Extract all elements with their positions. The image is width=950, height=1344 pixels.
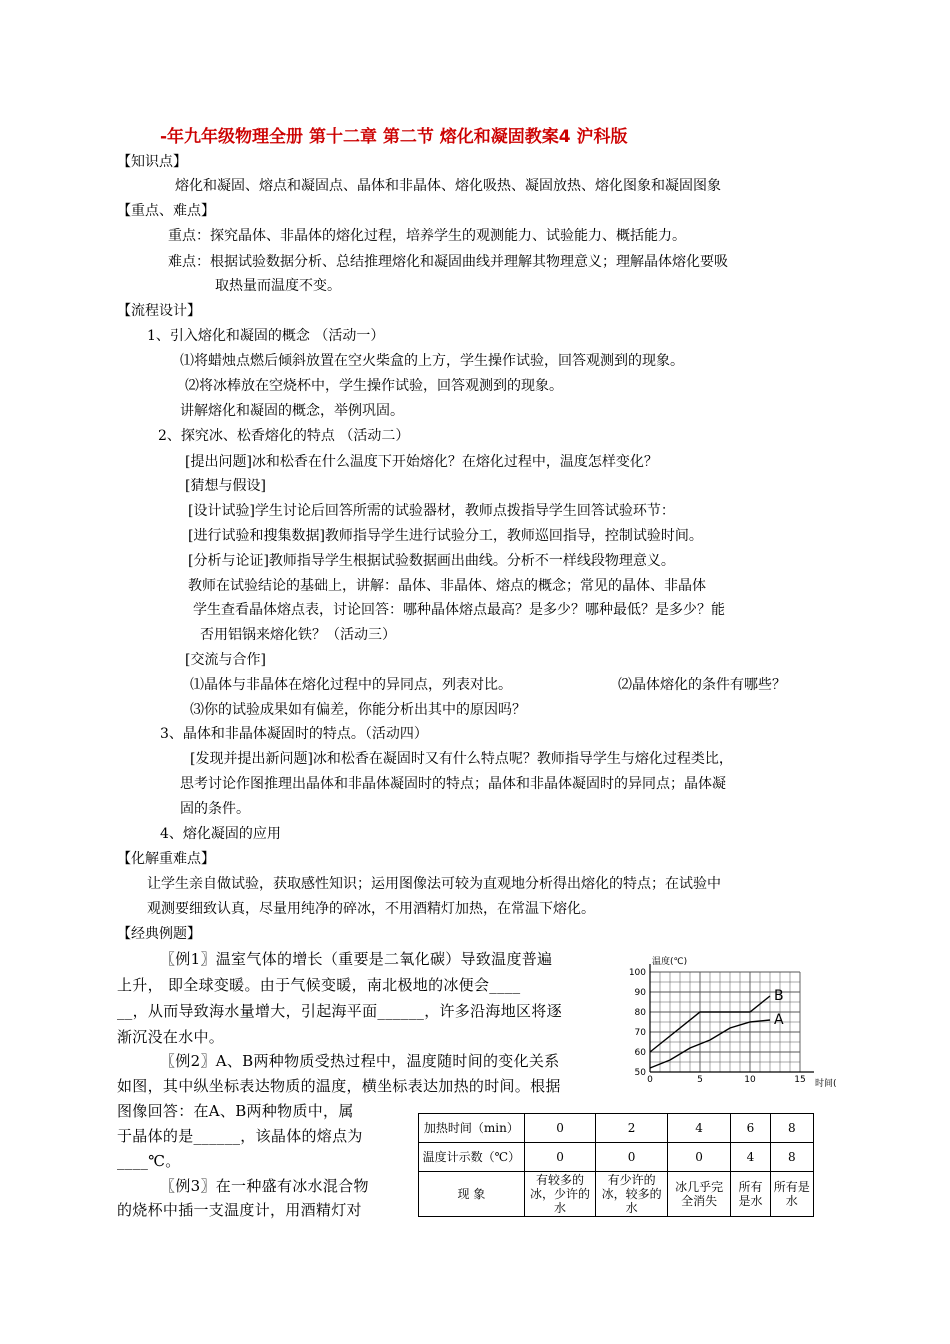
- chart-x-ticks: [647, 1075, 806, 1085]
- series-label-a: A: [774, 1012, 784, 1028]
- example-1-line-1: 〖例1〗温室气体的增长（重要是二氧化碳）导致温度普遍: [160, 950, 553, 968]
- example-1-line-4: 渐沉没在水中。: [117, 1028, 225, 1046]
- chart-y-label: 温度(℃): [652, 957, 688, 967]
- knowledge-heading: 【知识点】: [117, 154, 187, 170]
- examples-heading: 【经典例题】: [117, 926, 201, 942]
- table-cell: 有少许的冰，较多的水: [596, 1172, 668, 1217]
- flow-step-2k: ⑶你的试验成果如有偏差，你能分析出其中的原因吗？: [190, 702, 526, 718]
- table-cell: 有较多的冰，少许的水: [524, 1172, 596, 1217]
- flow-step-2e: [分析与论证]教师指导学生根据试验数据画出曲线。分析不一样线段物理意义。: [188, 553, 675, 569]
- chart-x-label: 时间(: [815, 1079, 837, 1089]
- solve-line-1: 让学生亲自做试验，获取感性知识；运用图像法可较为直观地分析得出熔化的特点；在试验中: [147, 876, 721, 892]
- flow-step-2a: [提出问题]冰和松香在什么温度下开始熔化？在熔化过程中，温度怎样变化？: [185, 454, 658, 470]
- y-tick-label: 90: [634, 988, 646, 998]
- flow-step-1a: ⑴将蜡烛点燃后倾斜放置在空火柴盒的上方，学生操作试验，回答观测到的现象。: [180, 353, 684, 369]
- flow-heading: 【流程设计】: [117, 303, 201, 319]
- keypoints-heading: 【重点、难点】: [117, 203, 215, 219]
- table-cell: 8: [770, 1114, 813, 1143]
- example-3-line-1: 〖例3〗在一种盛有冰水混合物: [160, 1177, 369, 1195]
- table-row: [419, 1114, 814, 1143]
- table-cell: 0: [596, 1143, 668, 1172]
- table-row: [419, 1172, 814, 1217]
- table-row-header: 温度计示数（℃）: [419, 1143, 525, 1172]
- example-3-line-2: 的烧杯中插一支温度计，用酒精灯对: [117, 1201, 362, 1219]
- x-tick-label: 5: [697, 1075, 703, 1085]
- y-tick-label: 70: [634, 1028, 646, 1038]
- flow-step-3a: [发现并提出新问题]冰和松香在凝固时又有什么特点呢？教师指导学生与熔化过程类比，: [190, 751, 733, 767]
- flow-step-3b: 思考讨论作图推理出晶体和非晶体凝固时的特点；晶体和非晶体凝固时的异同点；晶体凝: [180, 776, 726, 792]
- flow-step-2j1: ⑴晶体与非晶体在熔化过程中的异同点，列表对比。: [190, 677, 512, 693]
- focus-text: 重点：探究晶体、非晶体的熔化过程，培养学生的观测能力、试验能力、概括能力。: [168, 228, 686, 244]
- table-cell: 0: [667, 1143, 730, 1172]
- example-2-line-4: 于晶体的是______，该晶体的熔点为: [117, 1127, 363, 1145]
- x-tick-label: 15: [794, 1075, 806, 1085]
- flow-step-1: 1、引入熔化和凝固的概念 （活动一）: [147, 328, 385, 344]
- flow-step-2j2: ⑵晶体熔化的条件有哪些？: [618, 677, 786, 693]
- example-2-line-1: 〖例2〗A、B两种物质受热过程中，温度随时间的变化关系: [160, 1052, 560, 1070]
- flow-step-2f: 教师在试验结论的基础上，讲解：晶体、非晶体、熔点的概念；常见的晶体、非晶体: [188, 578, 706, 594]
- table-cell: 4: [667, 1114, 730, 1143]
- knowledge-text: 熔化和凝固、熔点和凝固点、晶体和非晶体、熔化吸热、凝固放热、熔化图象和凝固图象: [175, 178, 721, 194]
- table-cell: 0: [524, 1143, 596, 1172]
- table-cell: 8: [770, 1143, 813, 1172]
- y-tick-label: 80: [634, 1008, 646, 1018]
- flow-step-2h: 否用铝锅来熔化铁？（活动三）: [200, 627, 396, 643]
- flow-step-2d: [进行试验和搜集数据]教师指导学生进行试验分工，教师巡回指导，控制试验时间。: [188, 528, 703, 544]
- table-cell: 2: [596, 1114, 668, 1143]
- flow-step-2g: 学生查看晶体熔点表，讨论回答：哪种晶体熔点最高？是多少？哪种最低？是多少？能: [193, 602, 725, 618]
- difficulty-text-1: 难点：根据试验数据分析、总结推理熔化和凝固曲线并理解其物理意义；理解晶体熔化要吸: [168, 254, 728, 270]
- table-row-header: 现 象: [419, 1172, 525, 1217]
- example-1-line-3: __，从而导致海水量增大，引起海平面______，许多沿海地区将逐: [117, 1002, 562, 1020]
- chart-grid: [650, 964, 814, 1072]
- flow-step-1b: ⑵将冰棒放在空烧杯中，学生操作试验，回答观测到的现象。: [185, 378, 563, 394]
- table-row-header: 加热时间（min）: [419, 1114, 525, 1143]
- table-cell: 冰几乎完全消失: [667, 1172, 730, 1217]
- y-tick-label: 60: [634, 1048, 646, 1058]
- flow-step-3c: 固的条件。: [180, 801, 250, 817]
- flow-step-2b: [猜想与假设]: [185, 478, 266, 494]
- table-cell: 所有是水: [770, 1172, 813, 1217]
- table-cell: 0: [524, 1114, 596, 1143]
- example-1-line-2: 上升， 即全球变暖。由于气候变暖，南北极地的冰便会____: [117, 976, 521, 994]
- solve-heading: 【化解重难点】: [117, 851, 215, 867]
- flow-step-1c: 讲解熔化和凝固的概念，举例巩固。: [180, 403, 404, 419]
- chart-y-ticks: [629, 968, 646, 1078]
- temperature-time-chart: [628, 950, 843, 1090]
- series-label-b: B: [774, 988, 784, 1004]
- table-row: [419, 1143, 814, 1172]
- example-2-line-2: 如图，其中纵坐标表达物质的温度，横坐标表达加热的时间。根据: [117, 1077, 561, 1095]
- data-table: [418, 1113, 814, 1217]
- table-cell: 4: [731, 1143, 770, 1172]
- example-2-line-3: 图像回答：在A、B两种物质中，属: [117, 1102, 354, 1120]
- table-cell: 所有是水: [731, 1172, 770, 1217]
- page-title: -年九年级物理全册 第十二章 第二节 熔化和凝固教案4 沪科版: [160, 127, 628, 147]
- y-tick-label: 100: [628, 968, 646, 978]
- y-tick-label: 50: [634, 1068, 646, 1078]
- solve-line-2: 观测要细致认真，尽量用纯净的碎冰，不用酒精灯加热，在常温下熔化。: [147, 901, 595, 917]
- x-tick-label: 0: [647, 1075, 653, 1085]
- flow-step-2: 2、探究冰、松香熔化的特点 （活动二）: [158, 428, 410, 444]
- table-cell: 6: [731, 1114, 770, 1143]
- flow-step-3: 3、晶体和非晶体凝固时的特点。（活动四）: [160, 726, 428, 742]
- flow-step-2c: [设计试验]学生讨论后回答所需的试验器材，教师点拨指导学生回答试验环节：: [188, 503, 675, 519]
- x-tick-label: 10: [744, 1075, 756, 1085]
- flow-step-4: 4、熔化凝固的应用: [160, 826, 281, 842]
- flow-step-2i: [交流与合作]: [185, 652, 266, 668]
- difficulty-text-2: 取热量而温度不变。: [215, 278, 341, 294]
- example-2-line-5: ____℃。: [117, 1152, 181, 1170]
